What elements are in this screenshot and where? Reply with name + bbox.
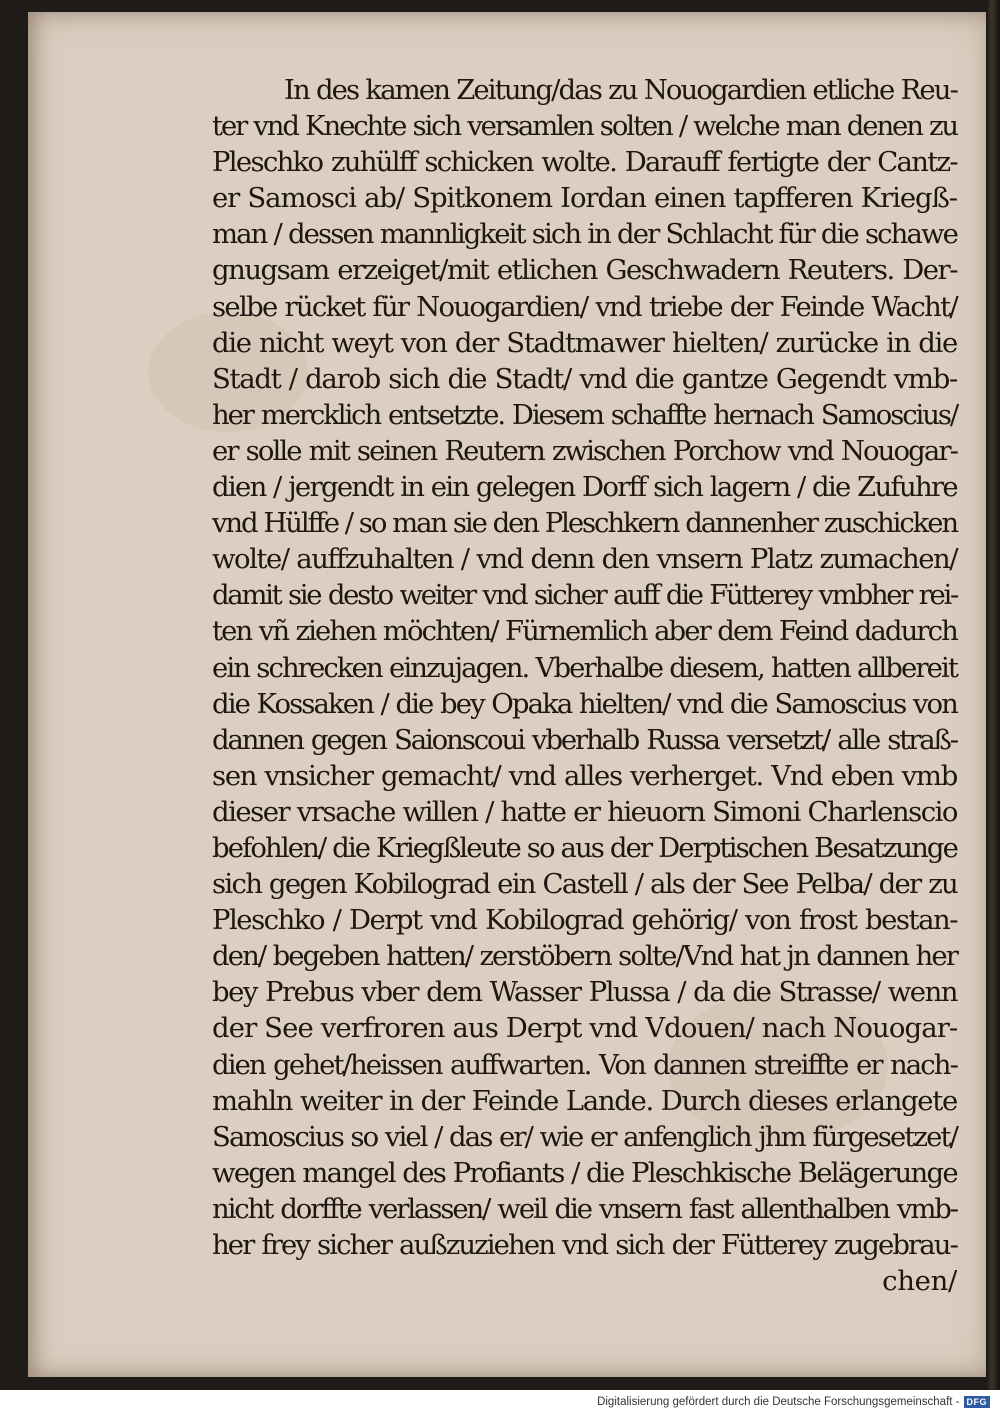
text-line: wegen mangel des Profiants / die Pleschkische Belägerunge bbox=[212, 1156, 957, 1189]
body-text bbox=[212, 72, 957, 1299]
text-line: dien / jergendt in ein gelegen Dorff sich lagern / die Zufuhre bbox=[212, 471, 957, 504]
footer-bar bbox=[0, 1390, 1000, 1414]
text-line: wolte/ auffzuhalten / vnd denn den vnsern Platz zumachen/ bbox=[212, 543, 957, 576]
catchword: chen/ bbox=[882, 1265, 957, 1298]
text-line: nicht dorffte verlassen/ weil die vnsern fast allenthalben vmb- bbox=[212, 1192, 957, 1225]
text-line: ter vnd Knechte sich versamlen solten / welche man denen zu bbox=[212, 110, 957, 143]
text-line: dieser vrsache willen / hatte er hieuorn Simoni Charlenscio bbox=[212, 795, 957, 828]
text-line: der See verfroren aus Derpt vnd Vdouen/ nach Nouogar- bbox=[212, 1012, 958, 1045]
text-line: sen vnsicher gemacht/ vnd alles verherget. Vnd eben vmb bbox=[212, 759, 957, 792]
dfg-logo-icon: DFG bbox=[964, 1396, 991, 1408]
text-line: man / dessen mannligkeit sich in der Schlacht für die schawe bbox=[212, 218, 957, 251]
text-line: mahln weiter in der Feinde Lande. Durch dieses erlangete bbox=[212, 1084, 957, 1117]
text-line: befohlen/ die Kriegßleute so aus der Derptischen Besatzunge bbox=[212, 831, 957, 864]
text-line: dien gehet/heissen auffwarten. Von dannen streiffte er nach- bbox=[212, 1048, 957, 1081]
text-line: ein schrecken einzujagen. Vberhalbe diesem, hatten allbereit bbox=[212, 651, 957, 684]
text-line: In des kamen Zeitung/das zu Nouogardien etliche Reu- bbox=[284, 74, 957, 106]
text-line: dannen gegen Saionscoui vberhalb Russa versetzt/ alle straß- bbox=[212, 723, 957, 756]
text-line: selbe rücket für Nouogardien/ vnd triebe der Feinde Wacht/ bbox=[212, 290, 957, 323]
funding-credit: Digitalisierung gefördert durch die Deutsche Forschungsgemeinschaft - bbox=[597, 1396, 960, 1408]
text-line: Stadt / darob sich die Stadt/ vnd die gantze Gegendt vmb- bbox=[212, 362, 957, 395]
text-line: damit sie desto weiter vnd sicher auff die Fütterey vmbher rei- bbox=[212, 579, 957, 612]
text-line: die Kossaken / die bey Opaka hielten/ vnd die Samoscius von bbox=[212, 687, 957, 720]
text-line: die nicht weyt von der Stadtmawer hielten/ zurücke in die bbox=[212, 326, 957, 359]
text-line: er Samosci ab/ Spitkonem Iordan einen tapfferen Kriegß- bbox=[212, 182, 957, 215]
text-line: bey Prebus vber dem Wasser Plussa / da die Strasse/ wenn bbox=[212, 976, 957, 1009]
text-line: vnd Hülffe / so man sie den Pleschkern dannenher zuschicken bbox=[212, 507, 957, 540]
text-line: Samoscius so viel / das er/ wie er anfenglich jhm fürgesetzet/ bbox=[212, 1120, 957, 1153]
text-line: her mercklich entsetzte. Diesem schaffte hernach Samoscius/ bbox=[212, 398, 957, 431]
text-line: Pleschko zuhülff schicken wolte. Darauff fertigte der Cantz- bbox=[212, 146, 957, 179]
text-line: ten vñ ziehen möchten/ Fürnemlich aber dem Feind dadurch bbox=[212, 615, 957, 648]
book-edge bbox=[986, 0, 1000, 1390]
text-line: sich gegen Kobilograd ein Castell / als der See Pelba/ der zu bbox=[212, 868, 957, 901]
text-line: den/ begeben hatten/ zerstöbern solte/Vnd hat jn dannen her bbox=[212, 940, 957, 973]
text-line: gnugsam erzeiget/mit etlichen Geschwadern Reuters. Der- bbox=[212, 254, 957, 287]
text-line: Pleschko / Derpt vnd Kobilograd gehörig/ von frost bestan- bbox=[212, 904, 957, 937]
text-line: er solle mit seinen Reutern zwischen Porchow vnd Nouogar- bbox=[212, 434, 957, 467]
text-line: her frey sicher außzuziehen vnd sich der Fütterey zugebrau- bbox=[212, 1229, 957, 1261]
